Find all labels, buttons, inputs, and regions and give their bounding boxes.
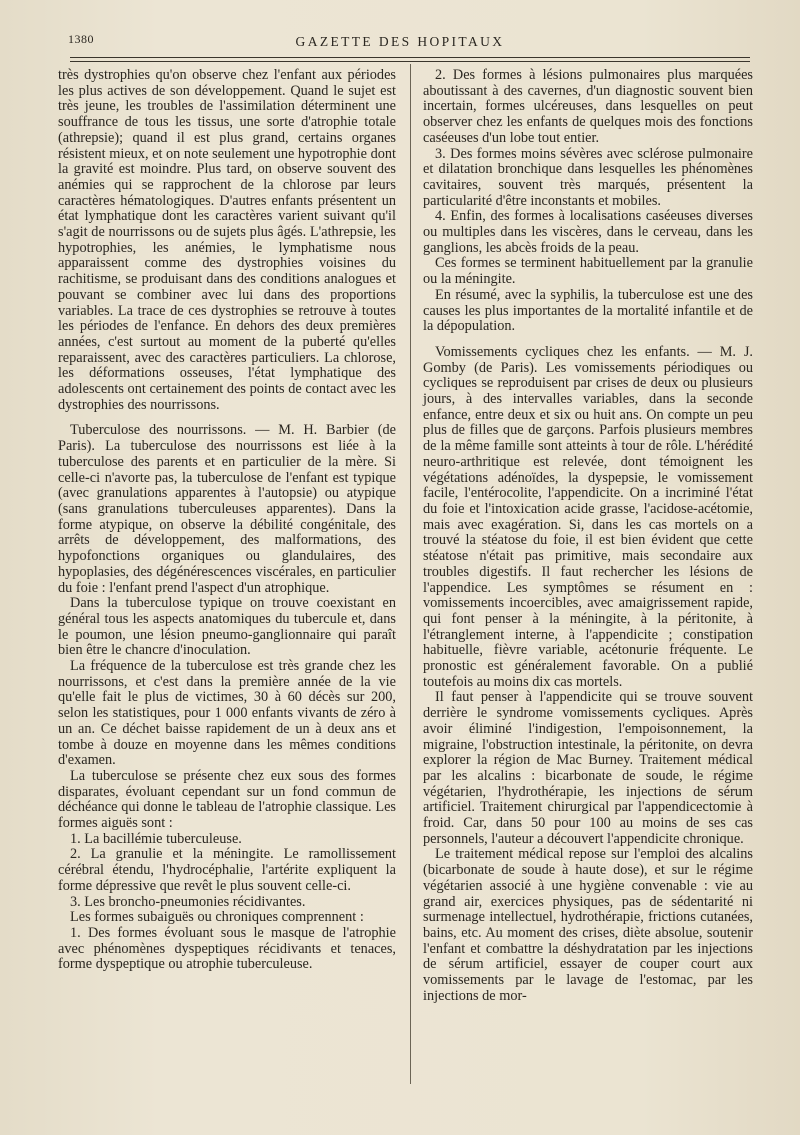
left-column bbox=[58, 68, 396, 973]
running-head-title: GAZETTE DES HOPITAUX bbox=[295, 34, 505, 49]
list-item-sclerose: 3. Des formes moins sévères avec sclérose pulmonaire et dilatation bronchique dans lesquelles les phénomènes cavitaires, souvent très marqués, présentent la particularité d'être inconstants et mobiles. bbox=[423, 145, 753, 209]
paragraph-terminaison: Ces formes se terminent habituellement par la granulie ou la méningite. bbox=[423, 255, 753, 288]
list-item-broncho: 3. Les broncho-pneumonies récidivantes. bbox=[70, 893, 306, 910]
page-number: 1380 bbox=[68, 32, 94, 46]
paragraph-vomissements-heading: Vomissements cycliques chez les enfants. — M. J. Gomby (de Paris). Les vomissements périodiques ou cycliques se reproduisent par crises de deux ou plusieurs jours, à des intervalles variables, dans la seconde enfance, entre deux et six ou huit ans. On compte un peu plus de filles que de garçons. Parfois plusieurs membres de la même famille sont atteints à tour de rôle. L'hérédité neuro-arthritique est relevée, dont témoignent les végétations adénoïdes, la dyspepsie, le vomissement facile, l'entérocolite, l'appendicite. On a incriminé l'état du foie et l'intoxication acide grasse, l'acidose-acétomie, mais avec exagération. Si, dans les cas mortels on a trouvé la stéatose du foie, il est bien évident que cette stéatose n'était pas primitive, mais secondaire aux troubles digestifs. Il faut rechercher les lésions de l'appendice. Les symptômes se résument en : vomissements incoercibles, avec amaigrissement rapide, qui font penser à la méningite, à la péritonite, à l'étranglement interne, à l'appendicite ; constipation habituelle, fièvre variable, acétonurie fréquente. Le pronostic est généralement favorable. On a publié toutefois au moins dix cas mortels. bbox=[423, 343, 753, 690]
list-item-ulcereuses: 2. Des formes à lésions pulmonaires plus marquées aboutissant à des cavernes, d'un diagnostic souvent bien incertain, formes ulcéreuses, dans lesquelles on peut observer chez les enfants de quelques mois des fonctions caséeuses d'un lobe tout entier. bbox=[423, 67, 753, 146]
list-item-localisations: 4. Enfin, des formes à localisations caséeuses diverses ou multiples dans les viscères, dans le cerveau, dans les ganglions, les abcès froids de la peau. bbox=[423, 208, 753, 256]
paragraph-frequence: La fréquence de la tuberculose est très grande chez les nourrissons, et c'est dans la première année de la vie qu'elle fait le plus de victimes, 30 à 60 décès sur 200, selon les statistiques, pour 1 000 enfants vivants de zéro à un an. Ce déchet baisse rapidement de un à deux ans et tombe à douze en moyenne dans les mêmes conditions d'examen. bbox=[58, 658, 396, 769]
header-rule-double bbox=[70, 61, 750, 62]
paragraph-tuberculose-heading: Tuberculose des nourrissons. — M. H. Barbier (de Paris). La tuberculose des nourrissons est liée à la tuberculose des parents et en particulier de la mère. Si celle-ci n'avorte pas, la tuberculose de l'enfant est typique (avec granulations apparentes à l'autopsie) ou atypique (sans granulations tuberculeuses apparentes). Dans la forme atypique, on observe la débilité congénitale, des arrêts de développement, des malformations, des hypofonctions organiques ou glandulaires, des hypoplasies, des dégénérescences viscérales, en particulier du foie : l'enfant prend l'aspect d'un atrophique. bbox=[58, 422, 396, 596]
list-item-atrophie: 1. Des formes évoluant sous le masque de l'atrophie avec phénomènes dyspeptiques récidivants et tenaces, forme dyspeptique ou atrophie tuberculeuse. bbox=[58, 924, 396, 973]
paragraph-resume: En résumé, avec la syphilis, la tuberculose est une des causes les plus importantes de la mortalité infantile et de la dépopulation. bbox=[423, 286, 753, 335]
paragraph-subaigues: Les formes subaiguës ou chroniques comprennent : bbox=[70, 909, 364, 926]
paragraph-appendicite: Il faut penser à l'appendicite qui se trouve souvent derrière le syndrome vomissements cycliques. Après avoir éliminé l'indigestion, l'empoisonnement, la migraine, l'obstruction intestinale, la péritonite, on devra explorer la région de Mac Burney. Traitement médical par les alcalins : bicarbonate de soude, le régime végétarien, l'hydrothérapie, les injections de sérum artificiel. Traitement chirurgical par l'appendicectomie à froid. Car, dans 50 pour 100 au moins de ses cas personnels, l'auteur a découvert l'appendicite chronique. bbox=[423, 689, 753, 847]
paragraph-tuberculose-typique: Dans la tuberculose typique on trouve coexistant en général tous les aspects anatomiques du tubercule et, dans le poumon, une lésion pneumo-ganglionnaire qui paraît bien être le chancre d'inoculation. bbox=[58, 595, 396, 659]
list-item-granulie: 2. La granulie et la méningite. Le ramollissement cérébral étendu, l'hydrocéphalie, l'artérite expliquent la forme dépressive que revêt le plus souvent celle-ci. bbox=[58, 846, 396, 894]
right-column bbox=[423, 68, 753, 1004]
paragraph-formes: La tuberculose se présente chez eux sous des formes disparates, évoluant cependant sur un fond commun de déchéance qui donne le tableau de l'atrophie classique. Les formes aiguës sont : bbox=[58, 767, 396, 832]
paragraph-dystrophies: très dystrophies qu'on observe chez l'enfant aux périodes les plus actives de son développement. Quand le sujet est très jeune, les troubles de l'assimilation déterminent une souffrance de tous les tissus, une sorte d'atrophie totale (athrepsie); quand il est plus grand, certains organes résistent mieux, et on note seulement une hypotrophie dont la gravité est moindre. Plus tard, on observe souvent des anémies qui se rapprochent de la chlorose par leurs caractères hématologiques. D'autres enfants présentent un état lymphatique dont les caractères varient suivant qu'il s'agit de nourrissons ou de sujets plus âgés. L'athrepsie, les hypotrophies, les anémies, le lymphatisme nous apparaissent comme des dystrophies voisines du rachitisme, se produisant dans des conditions analogues et pouvant se combiner avec lui dans des proportions variables. La trace de ces dystrophies se retrouve à toutes les périodes de l'enfance. En dehors des deux premières années, c'est surtout au moment de la puberté qu'elles reparaissent, avec des caractères particuliers. La chlorose, les déformations osseuses, l'état lymphatique des adolescents ont certainement des points de contact avec les dystrophies des nourrissons. bbox=[58, 67, 396, 413]
column-divider bbox=[410, 64, 411, 1084]
header-rule bbox=[70, 57, 750, 58]
paragraph-traitement: Le traitement médical repose sur l'emploi des alcalins (bicarbonate de soude à haute dose), et sur le régime végétarien associé à une hygiène convenable : vie au grand air, exercices physiques, pas de sédentarité ni surmenage intellectuel, hydrothérapie, frictions cutanées, bains, etc. Au moment des crises, diète absolue, soutenir l'enfant et combattre la déshydratation par les injections de sérum artificiel, essayer de couper court aux vomissements par le lavage de l'estomac, par les injections de mor- bbox=[423, 846, 753, 1004]
list-item-bacillemie: 1. La bacillémie tuberculeuse. bbox=[70, 830, 242, 847]
